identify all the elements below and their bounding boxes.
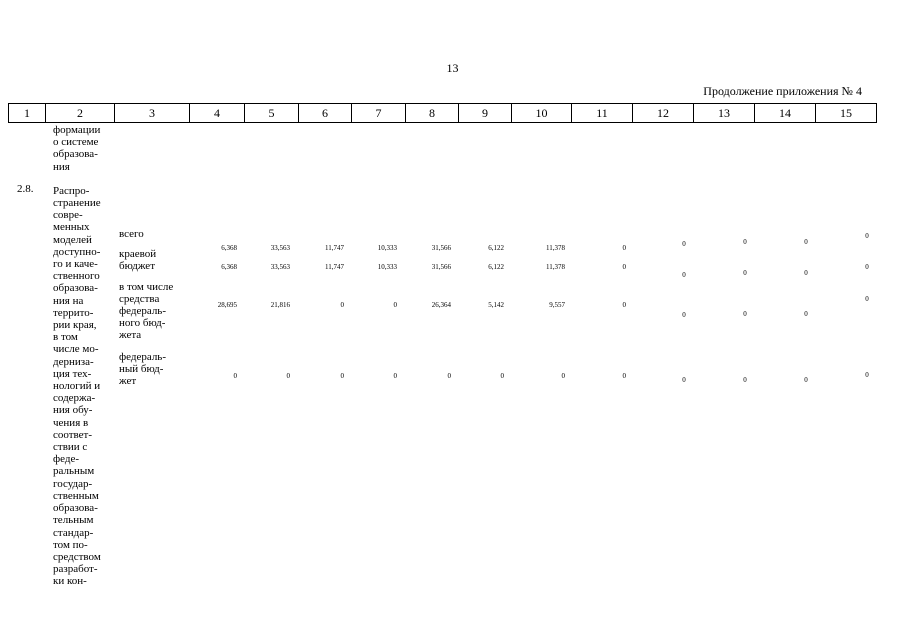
value-cell: 31,566 bbox=[431, 244, 451, 252]
desc-line: числе мо- bbox=[53, 343, 99, 356]
value-cell: 0 bbox=[743, 238, 747, 246]
header-col-1: 1 bbox=[8, 104, 45, 122]
desc-line: ственного bbox=[53, 270, 100, 283]
table-header bbox=[8, 103, 877, 123]
row-label-regional: краевой бюджет bbox=[119, 248, 157, 272]
value-cell: 0 bbox=[393, 372, 397, 380]
value-cell: 21,816 bbox=[270, 301, 290, 309]
desc-line: содержа- bbox=[53, 392, 96, 405]
desc-line: тельным bbox=[53, 514, 94, 527]
desc-line: менных bbox=[53, 221, 90, 234]
header-col-8: 8 bbox=[405, 104, 458, 122]
desc-line: ральным bbox=[53, 465, 95, 478]
value-cell: 0 bbox=[804, 376, 808, 384]
header-col-13: 13 bbox=[693, 104, 754, 122]
value-cell: 0 bbox=[233, 372, 237, 380]
value-cell: 33,563 bbox=[270, 244, 290, 252]
value-cell: 0 bbox=[393, 301, 397, 309]
value-cell: 0 bbox=[743, 376, 747, 384]
desc-line: феде- bbox=[53, 453, 80, 466]
row-label-total: всего bbox=[119, 228, 144, 240]
desc-line: стандар- bbox=[53, 526, 94, 539]
header-col-10: 10 bbox=[511, 104, 571, 122]
desc-line: чения в bbox=[53, 416, 89, 429]
header-col-9: 9 bbox=[458, 104, 511, 122]
value-cell: 0 bbox=[804, 310, 808, 318]
desc-line: Распро- bbox=[53, 184, 90, 197]
value-cell: 9,557 bbox=[549, 301, 565, 309]
value-cell: 0 bbox=[743, 269, 747, 277]
desc-line: разработ- bbox=[53, 563, 98, 576]
header-col-4: 4 bbox=[189, 104, 244, 122]
row-label-federal: федераль-ный бюд-жет bbox=[119, 351, 166, 387]
value-cell: 33,563 bbox=[270, 263, 290, 271]
value-cell: 11,747 bbox=[325, 263, 344, 271]
value-cell: 0 bbox=[622, 372, 626, 380]
desc-line: доступно- bbox=[53, 245, 101, 258]
value-cell: 31,566 bbox=[431, 263, 451, 271]
row-label-incl-federal: в том числе средства федераль-ного бюд-жета bbox=[119, 281, 174, 341]
header-col-14: 14 bbox=[754, 104, 815, 122]
header-col-2: 2 bbox=[45, 104, 114, 122]
header-col-11: 11 bbox=[571, 104, 632, 122]
value-cell: 11,378 bbox=[546, 263, 565, 271]
value-cell: 28,695 bbox=[217, 301, 237, 309]
desc-line: ния на bbox=[53, 294, 84, 307]
desc-line: моделей bbox=[53, 233, 92, 246]
value-cell: 0 bbox=[500, 372, 504, 380]
value-cell: 0 bbox=[682, 240, 686, 248]
value-cell: 6,122 bbox=[488, 244, 504, 252]
page-number: 13 bbox=[446, 61, 459, 75]
desc-line: го и каче- bbox=[53, 258, 98, 271]
header-col-3: 3 bbox=[114, 104, 189, 122]
value-cell: 0 bbox=[340, 301, 344, 309]
value-cell: 0 bbox=[865, 232, 869, 240]
value-cell: 0 bbox=[865, 371, 869, 379]
header-col-5: 5 bbox=[244, 104, 298, 122]
desc-line: том по- bbox=[53, 538, 88, 551]
row-number: 2.8. bbox=[17, 183, 34, 195]
desc-line: ния bbox=[53, 160, 70, 173]
desc-line: нологий и bbox=[53, 380, 101, 393]
value-cell: 0 bbox=[743, 310, 747, 318]
value-cell: 0 bbox=[865, 295, 869, 303]
desc-line: совре- bbox=[53, 209, 83, 222]
value-cell: 0 bbox=[340, 372, 344, 380]
desc-line: формации bbox=[53, 124, 101, 136]
value-cell: 0 bbox=[447, 372, 451, 380]
desc-line: странение bbox=[53, 197, 101, 210]
desc-line: ствии с bbox=[53, 441, 88, 454]
value-cell: 5,142 bbox=[488, 301, 504, 309]
desc-line: ки кон- bbox=[53, 575, 87, 588]
desc-line: в том bbox=[53, 331, 78, 344]
desc-line: ственным bbox=[53, 489, 99, 502]
value-cell: 0 bbox=[622, 301, 626, 309]
desc-line: средством bbox=[53, 550, 101, 563]
value-cell: 0 bbox=[561, 372, 565, 380]
value-cell: 0 bbox=[682, 271, 686, 279]
desc-line bbox=[53, 173, 113, 185]
header-col-15: 15 bbox=[815, 104, 877, 122]
desc-line: образова- bbox=[53, 502, 98, 515]
value-cell: 0 bbox=[622, 263, 626, 271]
description-text bbox=[53, 124, 113, 588]
desc-line: террито- bbox=[53, 306, 94, 319]
value-cell: 26,364 bbox=[431, 301, 451, 309]
desc-line: ция тех- bbox=[53, 367, 92, 380]
value-cell: 0 bbox=[804, 238, 808, 246]
value-cell: 11,747 bbox=[325, 244, 344, 252]
value-cell: 6,368 bbox=[221, 263, 237, 271]
desc-line: соответ- bbox=[53, 428, 93, 441]
header-col-7: 7 bbox=[351, 104, 405, 122]
desc-line: рии края, bbox=[53, 319, 97, 332]
header-col-6: 6 bbox=[298, 104, 351, 122]
header-col-12: 12 bbox=[632, 104, 693, 122]
value-cell: 0 bbox=[682, 376, 686, 384]
desc-line: образова- bbox=[53, 282, 98, 295]
value-cell: 11,378 bbox=[546, 244, 565, 252]
annex-title: Продолжение приложения № 4 bbox=[703, 84, 862, 98]
value-cell: 6,368 bbox=[221, 244, 237, 252]
value-cell: 6,122 bbox=[488, 263, 504, 271]
desc-line: о системе bbox=[53, 136, 99, 149]
value-cell: 0 bbox=[682, 311, 686, 319]
desc-line: государ- bbox=[53, 477, 93, 490]
value-cell: 10,333 bbox=[377, 263, 397, 271]
value-cell: 10,333 bbox=[377, 244, 397, 252]
desc-line: образова- bbox=[53, 148, 98, 161]
desc-line: ния обу- bbox=[53, 404, 93, 417]
value-cell: 0 bbox=[804, 269, 808, 277]
desc-line: дерниза- bbox=[53, 355, 94, 368]
value-cell: 0 bbox=[286, 372, 290, 380]
value-cell: 0 bbox=[865, 263, 869, 271]
value-cell: 0 bbox=[622, 244, 626, 252]
